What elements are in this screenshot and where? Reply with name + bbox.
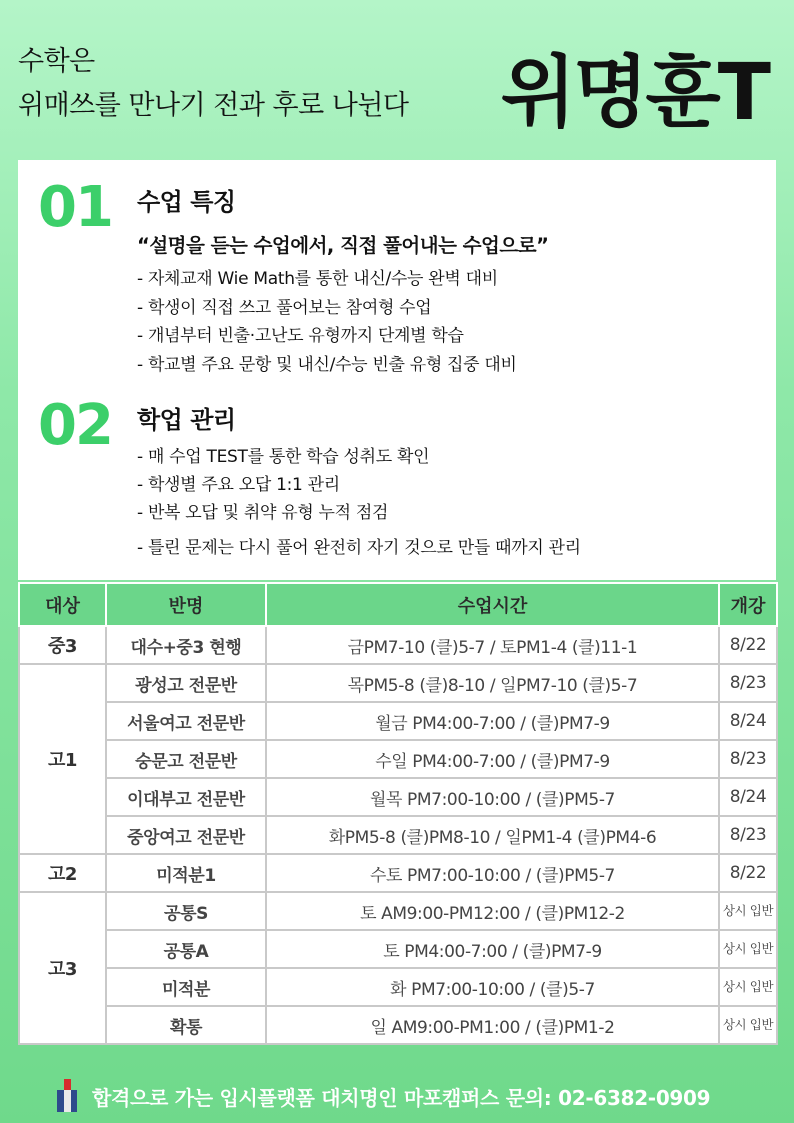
schedule-table: [18, 582, 778, 1045]
class-cell: 숭문고 전문반: [106, 740, 266, 778]
open-date-cell: 8/23: [719, 816, 777, 854]
bullet-item: - 개념부터 빈출·고난도 유형까지 단계별 학습: [137, 326, 464, 346]
grade-cell: 고3: [19, 892, 106, 1044]
footer: [0, 1072, 794, 1123]
open-date-cell: 8/24: [719, 702, 777, 740]
section-quote: “설명을 듣는 수업에서, 직접 풀어내는 수업으로”: [137, 234, 549, 257]
time-cell: 토 PM4:00-7:00 / (클)PM7-9: [266, 930, 719, 968]
open-date-cell: 8/22: [719, 854, 777, 892]
table-header-row: [19, 583, 777, 626]
class-cell: 미적분: [106, 968, 266, 1006]
section-title: 수업 특징: [137, 188, 236, 216]
class-cell: 미적분1: [106, 854, 266, 892]
class-cell: 이대부고 전문반: [106, 778, 266, 816]
table-row: [19, 702, 777, 740]
class-cell: 대수+중3 현행: [106, 626, 266, 664]
open-date-cell: 8/23: [719, 664, 777, 702]
time-cell: 화PM5-8 (클)PM8-10 / 일PM1-4 (클)PM4-6: [266, 816, 719, 854]
open-date-cell: 상시 입반: [719, 892, 777, 930]
time-cell: 일 AM9:00-PM1:00 / (클)PM1-2: [266, 1006, 719, 1044]
table-row: [19, 778, 777, 816]
bullet-item: - 학생별 주요 오답 1:1 관리: [137, 475, 340, 495]
table-row: [19, 816, 777, 854]
time-cell: 금PM7-10 (클)5-7 / 토PM1-4 (클)11-1: [266, 626, 719, 664]
tagline-line2: 위매쓰를 만나기 전과 후로 나뉜다: [18, 90, 409, 121]
table-row: [19, 664, 777, 702]
column-header: 반명: [106, 583, 266, 626]
table-row: [19, 854, 777, 892]
section-number: 02: [38, 393, 112, 458]
time-cell: 토 AM9:00-PM12:00 / (클)PM12-2: [266, 892, 719, 930]
table-row: [19, 740, 777, 778]
column-header: 수업시간: [266, 583, 719, 626]
open-date-cell: 8/23: [719, 740, 777, 778]
brand-title: 위명훈T: [500, 48, 768, 138]
time-cell: 목PM5-8 (클)8-10 / 일PM7-10 (클)5-7: [266, 664, 719, 702]
table-row: [19, 1006, 777, 1044]
class-cell: 중앙여고 전문반: [106, 816, 266, 854]
column-header: 대상: [19, 583, 106, 626]
open-date-cell: 8/24: [719, 778, 777, 816]
class-cell: 공통A: [106, 930, 266, 968]
tagline-line1: 수학은: [18, 46, 95, 77]
daechi-myungin-logo-icon: [57, 1079, 77, 1112]
table-row: [19, 892, 777, 930]
class-cell: 공통S: [106, 892, 266, 930]
header: [0, 0, 794, 160]
section-title: 학업 관리: [137, 406, 236, 434]
section-number: 01: [38, 175, 112, 240]
table-row: [19, 968, 777, 1006]
time-cell: 월목 PM7:00-10:00 / (클)PM5-7: [266, 778, 719, 816]
time-cell: 월금 PM4:00-7:00 / (클)PM7-9: [266, 702, 719, 740]
grade-cell: 중3: [19, 626, 106, 664]
grade-cell: 고2: [19, 854, 106, 892]
time-cell: 화 PM7:00-10:00 / (클)5-7: [266, 968, 719, 1006]
open-date-cell: 상시 입반: [719, 1006, 777, 1044]
class-cell: 서울여고 전문반: [106, 702, 266, 740]
time-cell: 수토 PM7:00-10:00 / (클)PM5-7: [266, 854, 719, 892]
info-card: [18, 160, 776, 580]
class-cell: 확통: [106, 1006, 266, 1044]
table-row: [19, 930, 777, 968]
open-date-cell: 상시 입반: [719, 930, 777, 968]
tagline: [18, 40, 408, 128]
footer-contact-text: 합격으로 가는 입시플랫폼 대치명인 마포캠퍼스 문의: 02-6382-0909: [92, 1086, 711, 1110]
time-cell: 수일 PM4:00-7:00 / (클)PM7-9: [266, 740, 719, 778]
bullet-item: - 자체교재 Wie Math를 통한 내신/수능 완벽 대비: [137, 269, 498, 289]
bullet-item: - 틀린 문제는 다시 풀어 완전히 자기 것으로 만들 때까지 관리: [137, 538, 581, 558]
bullet-item: - 학교별 주요 문항 및 내신/수능 빈출 유형 집중 대비: [137, 355, 517, 375]
table-row: [19, 626, 777, 664]
column-header: 개강: [719, 583, 777, 626]
open-date-cell: 8/22: [719, 626, 777, 664]
bullet-item: - 반복 오답 및 취약 유형 누적 점검: [137, 503, 389, 523]
open-date-cell: 상시 입반: [719, 968, 777, 1006]
class-cell: 광성고 전문반: [106, 664, 266, 702]
bullet-item: - 학생이 직접 쓰고 풀어보는 참여형 수업: [137, 298, 432, 318]
grade-cell: 고1: [19, 664, 106, 854]
bullet-item: - 매 수업 TEST를 통한 학습 성취도 확인: [137, 447, 430, 467]
